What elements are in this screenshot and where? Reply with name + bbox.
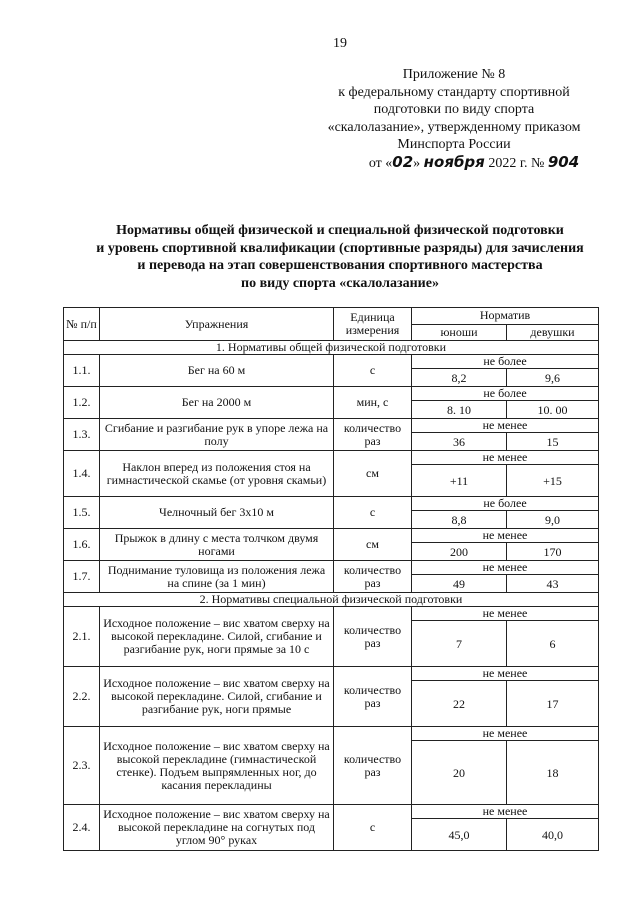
value-girls: 170 <box>507 543 599 561</box>
row-unit: количество раз <box>334 561 412 593</box>
value-boys: 200 <box>412 543 507 561</box>
row-exercise: Поднимание туловища из положения лежа на спине (за 1 мин) <box>100 561 334 593</box>
value-girls: +15 <box>507 465 599 497</box>
row-number: 2.4. <box>64 805 100 851</box>
row-unit: с <box>334 805 412 851</box>
table-row <box>64 561 599 575</box>
row-unit: см <box>334 529 412 561</box>
row-number: 1.1. <box>64 355 100 387</box>
row-condition: не менее <box>412 419 599 433</box>
handwritten-number: 904 <box>547 152 580 171</box>
section-header-row <box>64 341 599 355</box>
row-unit: количество раз <box>334 727 412 805</box>
row-condition: не менее <box>412 667 599 681</box>
table-row <box>64 419 599 433</box>
value-boys: +11 <box>412 465 507 497</box>
header-num: № п/п <box>64 308 100 341</box>
section-title: 1. Нормативы общей физической подготовки <box>64 341 599 355</box>
row-condition: не менее <box>412 607 599 621</box>
row-exercise: Челночный бег 3х10 м <box>100 497 334 529</box>
title-line: и перевода на этап совершенствования спортивного мастерства <box>137 258 543 273</box>
value-girls: 6 <box>507 621 599 667</box>
value-boys: 36 <box>412 433 507 451</box>
appendix-line: «скалолазание», утвержденному приказом <box>327 119 581 135</box>
value-girls: 43 <box>507 575 599 593</box>
row-number: 1.2. <box>64 387 100 419</box>
row-condition: не менее <box>412 561 599 575</box>
row-number: 1.6. <box>64 529 100 561</box>
row-condition: не более <box>412 355 599 369</box>
value-girls: 9,0 <box>507 511 599 529</box>
appendix-line: Приложение № 8 <box>402 67 506 82</box>
row-unit: количество раз <box>334 419 412 451</box>
handwritten-day: 02 <box>392 152 414 171</box>
title-line: и уровень спортивной квалификации (спортивные разряды) для зачисления <box>96 240 584 256</box>
value-boys: 49 <box>412 575 507 593</box>
table-row <box>64 805 599 819</box>
standards-table <box>63 307 599 851</box>
appendix-line: к федеральному стандарту спортивной <box>338 84 570 100</box>
row-number: 1.5. <box>64 497 100 529</box>
appendix-line: Минспорта России <box>397 137 511 152</box>
section-header-row <box>64 593 599 607</box>
row-number: 2.3. <box>64 727 100 805</box>
table-row <box>64 727 599 741</box>
date-prefix: от « <box>368 155 393 171</box>
row-condition: не менее <box>412 451 599 465</box>
value-boys: 7 <box>412 621 507 667</box>
row-exercise: Исходное положение – вис хватом сверху на высокой перекладине. Силой, сгибание и разгибание рук, ноги прямые <box>100 667 334 727</box>
row-unit: с <box>334 355 412 387</box>
section-title: 2. Нормативы специальной физической подготовки <box>64 593 599 607</box>
page-number: 19 <box>333 36 347 51</box>
row-condition: не менее <box>412 727 599 741</box>
row-unit: количество раз <box>334 667 412 727</box>
table-row <box>64 529 599 543</box>
header-norm: Норматив <box>412 308 599 325</box>
value-girls: 18 <box>507 741 599 805</box>
value-boys: 8. 10 <box>412 401 507 419</box>
appendix-line: подготовки по виду спорта <box>373 102 535 117</box>
value-girls: 40,0 <box>507 819 599 851</box>
table-row <box>64 355 599 369</box>
row-exercise: Исходное положение – вис хватом сверху на высокой перекладине. Силой, сгибание и разгибание рук, ноги прямые за 10 с <box>100 607 334 667</box>
row-unit: мин, с <box>334 387 412 419</box>
header-girls: девушки <box>507 324 599 341</box>
title-line: по виду спорта «скалолазание» <box>241 275 439 291</box>
row-number: 1.3. <box>64 419 100 451</box>
row-number: 1.4. <box>64 451 100 497</box>
table-row <box>64 497 599 511</box>
row-condition: не менее <box>412 805 599 819</box>
appendix-header <box>304 66 604 172</box>
date-year: 2022 г. № <box>484 155 548 171</box>
row-exercise: Исходное положение – вис хватом сверху на высокой перекладине (гимнастической стенке). Подъем выпрямленных ног, до касания перекладины <box>100 727 334 805</box>
value-boys: 22 <box>412 681 507 727</box>
row-unit: см <box>334 451 412 497</box>
value-boys: 8,2 <box>412 369 507 387</box>
date-mid: » <box>413 155 424 171</box>
row-number: 2.1. <box>64 607 100 667</box>
row-condition: не менее <box>412 529 599 543</box>
row-condition: не более <box>412 387 599 401</box>
row-exercise: Исходное положение – вис хватом сверху на высокой перекладине на согнутых под углом 90° руках <box>100 805 334 851</box>
value-girls: 15 <box>507 433 599 451</box>
header-exercise: Упражнения <box>100 308 334 341</box>
appendix-date-line <box>344 154 604 173</box>
header-boys: юноши <box>412 324 507 341</box>
row-unit: количество раз <box>334 607 412 667</box>
row-number: 1.7. <box>64 561 100 593</box>
row-exercise: Бег на 2000 м <box>100 387 334 419</box>
table-row <box>64 451 599 465</box>
row-exercise: Наклон вперед из положения стоя на гимнастической скамье (от уровня скамьи) <box>100 451 334 497</box>
value-girls: 9,6 <box>507 369 599 387</box>
table-row <box>64 667 599 681</box>
title-line: Нормативы общей физической и специальной физической подготовки <box>116 223 564 238</box>
table-row <box>64 607 599 621</box>
document-title <box>40 222 640 292</box>
row-exercise: Прыжок в длину с места толчком двумя ногами <box>100 529 334 561</box>
row-exercise: Сгибание и разгибание рук в упоре лежа на полу <box>100 419 334 451</box>
value-girls: 10. 00 <box>507 401 599 419</box>
handwritten-month: ноября <box>423 152 485 171</box>
row-exercise: Бег на 60 м <box>100 355 334 387</box>
table-row <box>64 387 599 401</box>
value-girls: 17 <box>507 681 599 727</box>
value-boys: 8,8 <box>412 511 507 529</box>
value-boys: 45,0 <box>412 819 507 851</box>
row-number: 2.2. <box>64 667 100 727</box>
row-unit: с <box>334 497 412 529</box>
value-boys: 20 <box>412 741 507 805</box>
header-unit: Единица измерения <box>334 308 412 341</box>
row-condition: не более <box>412 497 599 511</box>
